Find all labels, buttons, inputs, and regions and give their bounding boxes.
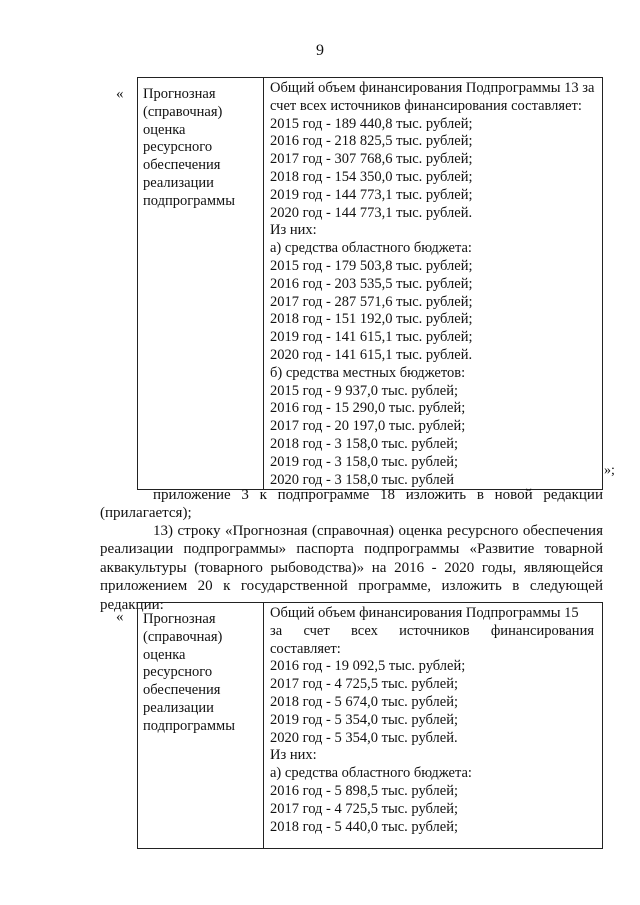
text-line: б) средства местных бюджетов: bbox=[270, 364, 466, 381]
text-line: 2017 год - 20 197,0 тыс. рублей; bbox=[270, 418, 466, 435]
text-line: 2018 год - 151 192,0 тыс. рублей; bbox=[270, 311, 473, 328]
financing-content-cell bbox=[264, 603, 603, 849]
text-line: 13) строку «Прогнозная (справочная) оценка ресурсного обеспечения bbox=[153, 523, 603, 539]
text-line: 2016 год - 218 825,5 тыс. рублей; bbox=[270, 133, 473, 150]
item-13-paragraph-first bbox=[153, 522, 603, 541]
text-line: составляет: bbox=[270, 640, 341, 657]
text-line: реализации bbox=[143, 699, 214, 716]
text-line: 2018 год - 154 350,0 тыс. рублей; bbox=[270, 168, 473, 185]
text-line: 2020 год - 144 773,1 тыс. рублей. bbox=[270, 204, 473, 221]
text-line: ресурсного bbox=[143, 664, 213, 681]
text-line: Прогнозная bbox=[143, 86, 216, 102]
text-line: 2018 год - 3 158,0 тыс. рублей; bbox=[270, 435, 458, 452]
text-line: 2017 год - 4 725,5 тыс. рублей; bbox=[270, 676, 458, 693]
text-line: обеспечения bbox=[143, 682, 221, 699]
row-label-cell bbox=[138, 603, 264, 849]
page-number: 9 bbox=[316, 42, 324, 59]
text-line: Из них: bbox=[270, 747, 317, 764]
text-line: Из них: bbox=[270, 222, 317, 239]
text-line: аквакультуры (товарного рыбоводства)» на 2016 - 2020 годы, являющейся bbox=[100, 559, 603, 576]
text-line: реализации bbox=[143, 174, 214, 191]
text-line: 2016 год - 5 898,5 тыс. рублей; bbox=[270, 782, 458, 799]
text-line: оценка bbox=[143, 121, 186, 138]
text-line: 2019 год - 3 158,0 тыс. рублей; bbox=[270, 453, 458, 470]
text-line: реализации подпрограммы» паспорта подпрограммы «Развитие товарной bbox=[100, 541, 603, 557]
text-line: (справочная) bbox=[143, 103, 223, 120]
text-line: приложением 20 к государственной программе, изложить в следующей bbox=[100, 578, 603, 594]
text-line: (справочная) bbox=[143, 628, 223, 645]
appendix-paragraph-cont bbox=[100, 504, 603, 523]
text-line: подпрограммы bbox=[143, 192, 235, 209]
text-line: 2015 год - 189 440,8 тыс. рублей; bbox=[270, 115, 473, 132]
text-line: приложение 3 к подпрограмме 18 изложить в новой редакции bbox=[153, 487, 603, 503]
text-line: (прилагается); bbox=[100, 505, 192, 521]
text-line: 2020 год - 3 158,0 тыс. рублей bbox=[270, 471, 454, 488]
text-line: подпрограммы bbox=[143, 717, 235, 734]
text-line: Общий объем финансирования Подпрограммы 13 за bbox=[270, 80, 595, 96]
resource-table-subprogram-13 bbox=[137, 77, 603, 490]
text-line: 2018 год - 5 440,0 тыс. рублей; bbox=[270, 818, 458, 835]
resource-table-subprogram-15 bbox=[137, 602, 603, 849]
text-line: 2020 год - 141 615,1 тыс. рублей. bbox=[270, 346, 473, 363]
text-line: Общий объем финансирования Подпрограммы 15 bbox=[270, 605, 579, 621]
text-line: а) средства областного бюджета: bbox=[270, 765, 472, 782]
row-label-cell bbox=[138, 78, 264, 490]
text-line: счет всех источников финансирования составляет: bbox=[270, 97, 582, 114]
text-line: 2018 год - 5 674,0 тыс. рублей; bbox=[270, 693, 458, 710]
text-line: ресурсного bbox=[143, 139, 213, 156]
text-line: 2020 год - 5 354,0 тыс. рублей. bbox=[270, 729, 458, 746]
text-line: 2016 год - 15 290,0 тыс. рублей; bbox=[270, 400, 466, 417]
text-line: 2019 год - 141 615,1 тыс. рублей; bbox=[270, 329, 473, 346]
closing-quote: »; bbox=[604, 463, 615, 478]
text-line: 2017 год - 4 725,5 тыс. рублей; bbox=[270, 800, 458, 817]
text-line: 2015 год - 9 937,0 тыс. рублей; bbox=[270, 382, 458, 399]
appendix-paragraph bbox=[153, 486, 603, 505]
opening-quote: « bbox=[116, 86, 124, 102]
text-line: 2019 год - 144 773,1 тыс. рублей; bbox=[270, 186, 473, 203]
text-line: а) средства областного бюджета: bbox=[270, 240, 472, 257]
text-line: редакции: bbox=[100, 596, 164, 613]
text-line: 2015 год - 179 503,8 тыс. рублей; bbox=[270, 257, 473, 274]
text-line: 2019 год - 5 354,0 тыс. рублей; bbox=[270, 711, 458, 728]
text-line: 2017 год - 287 571,6 тыс. рублей; bbox=[270, 293, 473, 310]
opening-quote: « bbox=[116, 609, 124, 625]
financing-content-cell bbox=[264, 78, 603, 490]
text-line: Прогнозная bbox=[143, 611, 216, 627]
text-line: оценка bbox=[143, 646, 186, 663]
text-line: 2016 год - 203 535,5 тыс. рублей; bbox=[270, 275, 473, 292]
text-line: 2016 год - 19 092,5 тыс. рублей; bbox=[270, 658, 466, 675]
text-line: за счет всех источников финансирования bbox=[270, 622, 594, 639]
text-line: обеспечения bbox=[143, 157, 221, 174]
text-line: 2017 год - 307 768,6 тыс. рублей; bbox=[270, 151, 473, 168]
